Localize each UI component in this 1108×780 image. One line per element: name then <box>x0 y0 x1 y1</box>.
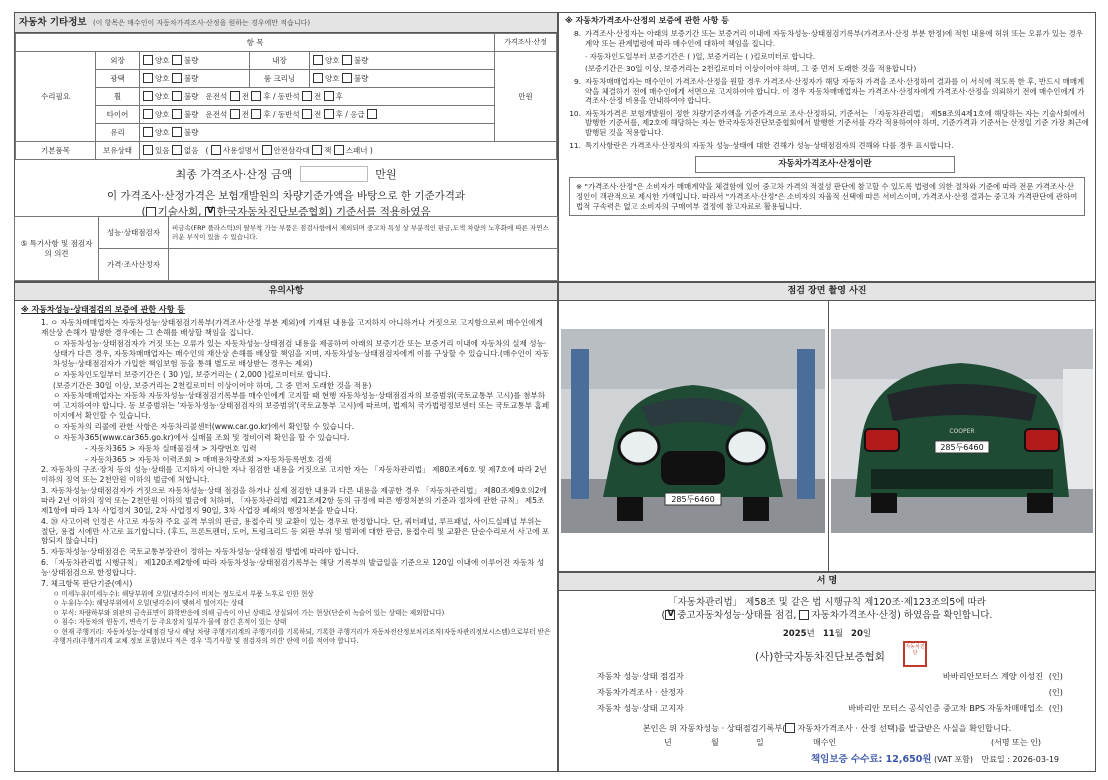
fee-label: 책임보증 수수료: 12,650원 <box>811 754 932 765</box>
opt-label: 불량 <box>353 56 369 66</box>
guarantee-item-text: (보증기간은 30일 이상, 보증거리는 2천킬로미터 이상이어야 하며, 그 중 먼저 도래한 것을 적용합니다) <box>585 64 917 74</box>
guarantee-item-number <box>565 52 585 62</box>
date-day-label: 일 <box>756 738 764 747</box>
guarantee-item-number: 8. <box>573 29 581 39</box>
row-options <box>140 52 250 70</box>
sign-line-1: 「자동차관리법」 제58조 및 같은 법 시행규칙 제120조·제123조의5에 따라 <box>668 597 986 608</box>
checkbox-inspection[interactable] <box>665 610 675 620</box>
notes-line: - 자동차365 > 자동차 이력조회 > 매매용차량조회 >자동차등록번호 검색 <box>85 454 332 464</box>
cooper-badge: COOPER <box>949 428 975 435</box>
checkbox[interactable] <box>172 55 182 65</box>
notes-line: 4. ⑳ 사고이력 인정은 사고로 자동차 주요 골격 부위의 판금, 용접수리 및 교환이 있는 경우로 한정합니다. 단, 쿼터패널, 루프패널, 사이드실패널 부위는 절단, 용접 시에만 사고로 표기합니다. (후드, 프론트펜더, 도어, 트렁크리드 등 외판 부위 및 범퍼에 대한 판금, 용접수리 및 교환은 단순수리로서 사고에 포함되지 않습니다) <box>41 516 550 546</box>
final-price-input[interactable] <box>300 166 368 182</box>
signer-name: 바바리안 모터스 공식인증 중고차 BPS 자동차매매업소 <box>848 703 1043 713</box>
basis-text: 한국자동차진단보증협회) 기준서를 적용하였음 <box>216 205 431 218</box>
notes-line: (보증기간은 30일 이상, 보증거리는 2천킬로미터 이상이어야 하며, 그 중 먼저 도래한 것을 적용) <box>53 380 372 390</box>
checkbox[interactable] <box>211 145 221 155</box>
checkbox[interactable] <box>342 73 352 83</box>
opt-label: 불량 <box>183 128 199 138</box>
final-price-label: 최종 가격조사·산정 금액 <box>175 168 293 181</box>
checkbox[interactable] <box>230 91 240 101</box>
photo-car-front <box>561 329 825 533</box>
signer-row <box>559 703 1095 719</box>
inspector-label: 성능·상태점검자 <box>99 217 169 249</box>
notes-line: 6. 「자동차관리법 시행규칙」 제120조제2항에 따라 자동차성능·상태점검기록부는 해당 기록부의 발급일을 기준으로 120일 이내에 이루어진 자동차 성능·상태점검으로 한정합니다. <box>41 558 545 578</box>
checkbox[interactable] <box>262 145 272 155</box>
checkbox[interactable] <box>172 127 182 137</box>
opt-label: 양호 <box>325 56 340 66</box>
repair-label: 수리필요 <box>16 52 96 142</box>
buyer-sign-label: (서명 또는 인) <box>991 738 1041 747</box>
signer-row <box>559 671 1095 687</box>
checkbox[interactable] <box>251 91 261 101</box>
opt-label: / 응급 <box>345 110 365 120</box>
signer-label: 자동차 성능·상태 점검자 <box>597 671 684 681</box>
opt-label: 전 <box>241 92 249 102</box>
guarantee-item-text: · 자동차인도일부터 보증기간은 ( )일, 보증거리는 ( )킬로미터로 합니다. <box>585 51 816 61</box>
guarantee-item-number: 10. <box>569 108 581 118</box>
opt-label: ( <box>205 146 209 156</box>
basis-text: 기술사회, <box>157 205 202 218</box>
checkbox[interactable] <box>172 91 182 101</box>
row-options <box>140 124 495 142</box>
checkbox[interactable] <box>342 55 352 65</box>
checkbox[interactable] <box>334 145 344 155</box>
checkbox[interactable] <box>143 55 153 65</box>
notes-line: 3. 자동차성능·상태점검자가 거짓으로 자동차성능·상태 점검을 하거나 실제 점검한 내용과 다른 내용을 제공한 경우 「자동차관리법」 제80조제9호의2에 따라 2년 이하의 징역 또는 2천만원 이하의 벌금에 처하며, 「자동차관리법 제21조제2항 등의 규정에 따른 행정처분의 기준과 절차에 관한 규칙」 제5조제1항에 따라 1차 사업정지 30일, 2차 사업정지 90일, 3차 사업장 폐쇄의 행정처분을 받습니다. <box>41 486 547 515</box>
sign-date <box>559 629 1095 640</box>
guarantee-item-text: 자동차매매업자는 매수인이 가격조사·산정을 원할 경우 가격조사·산정자가 해당 자동차 가격을 조사·산정하여 결과를 이 서식에 적도록 한 후, 반드시 매매계약을 체결하기 전에 매수인에게 서면으로 고지하여야 합니다. 이 경우 자동차매매업자는 가격조사·산정자에게 가격조사·산정을 의뢰하기 전에 매수인에게 가격조사·산정 비용을 안내하여야 합니다. <box>585 76 1085 106</box>
row-label: 룸 크리닝 <box>250 70 310 88</box>
opt-label: 양호 <box>155 128 170 138</box>
opt-label: 스패너 ) <box>345 146 373 156</box>
opt-label: 불량 <box>183 110 199 120</box>
sign-year: 2025 <box>782 628 807 639</box>
opt-label: 있음 <box>155 146 170 156</box>
notes-line: 7. 체크항목 판단기준(예시) <box>41 578 133 588</box>
hold-options <box>140 142 557 160</box>
sign-line-2 <box>559 610 1095 622</box>
row-label: 외장 <box>96 52 140 70</box>
issue-text: 본인은 위 자동차성능 · 상태점검기록부( <box>642 723 786 733</box>
expire-date: 만료일 : 2026-03-19 <box>981 755 1060 764</box>
notes-heading: ※ 자동차성능·상태점검의 보증에 관한 사항 등 <box>21 305 185 314</box>
signer-label: 자동차 성능·상태 고지자 <box>597 703 684 713</box>
signer-seal: (인) <box>1048 687 1063 697</box>
appraisal-box-text: ※ "가격조사·산정"은 소비자가 매매계약을 체결함에 있어 중고차 가격의 적절성 판단에 참고할 수 있도록 법령에 의한 절차와 기준에 따라 전문 가격조사·산정인이 객관적으로 제시한 가액입니다. 따라서 "가격조사·산정"은 소비자의 자율적 선택에 따른 서비스이며, 가격조사·산정 결과는 중고차 가격판단에 관하여 법적 구속력은 없고 소비자의 구매여부 결정에 참고자료로 활용됩니다. <box>569 177 1085 216</box>
final-price-row <box>15 160 557 182</box>
appraiser-opinion <box>169 249 558 281</box>
row-label: 타이어 <box>96 106 140 124</box>
price-guarantee-items <box>565 29 1089 150</box>
row-options <box>310 52 495 70</box>
sign-month: 11 <box>822 628 835 639</box>
buyer-label: 매수인 <box>813 738 837 747</box>
special-label: ⑤ 특기사항 및 점검자의 의견 <box>15 217 99 281</box>
checkbox[interactable] <box>143 91 153 101</box>
section-title: 자동차 기타정보 <box>19 17 87 28</box>
col-price: 가격조사·산정 <box>495 34 557 52</box>
opt-label: / 동반석 <box>272 110 300 120</box>
notes-line: ㅇ 누유(누수): 해당부위에서 오일(냉각수)이 맺혀서 떨어지는 상태 <box>53 599 244 608</box>
col-item: 항 목 <box>16 34 495 52</box>
guarantee-item-text: 가격조사·산정자는 아래의 보증기간 또는 보증거리 이내에 자동차성능·상태점검기록부(가격조사·산정 부분 한정)에 적힌 내용에 허위 또는 오류가 있는 경우 계약 또는 관계법령에 따라 매수인에 대하여 책임을 집니다. <box>585 29 1083 49</box>
checkbox-issue[interactable] <box>785 723 795 733</box>
checkbox[interactable] <box>172 109 182 119</box>
guarantee-item <box>565 52 1089 62</box>
opt-label: 후 <box>263 92 271 102</box>
guarantee-item <box>565 109 1089 138</box>
checkbox[interactable] <box>312 145 322 155</box>
row-label: 유리 <box>96 124 140 142</box>
notes-line: ㅇ 자동차성능·상태점검자가 거짓 또는 오류가 있는 자동차성능·상태점검 내용을 제공하여 아래의 보증기간 또는 보증거리 이내에 자동차의 실제 성능·상태가 다른 경우, 자동차매매업자는 매수인의 재산상 손해를 배상할 책임을 지며, 자동차성능·상태점검자에게 이를 구상할 수 있습니다.(매수인이 자동차성능·상태점검자가 가입한 책임보험 등을 통해 별도로 배상받는 경우는 제외) <box>53 339 550 368</box>
row-label: 휠 <box>96 88 140 106</box>
price-guarantee-heading: ※ 자동차가격조사·산정의 보증에 관한 사항 등 <box>565 16 729 25</box>
row-label: 내장 <box>250 52 310 70</box>
signer-label: 자동차가격조사 · 산정자 <box>597 687 684 697</box>
signature-header: 서 명 <box>559 573 1095 591</box>
notes-line: 2. 자동차의 구조·장치 등의 성능·상태를 고지하지 아니한 자나 점검한 내용을 거짓으로 고지한 자는 「자동차관리법」 제80조제6호 및 제7호에 따라 2년 이하의 징역 또는 2천만원 이하의 벌금에 처합니다. <box>41 465 547 485</box>
guarantee-item <box>565 29 1089 48</box>
notes-list <box>21 318 551 645</box>
guarantee-item <box>565 141 1089 151</box>
notes-line: ㅇ 침수: 자동차의 원동기, 변속기 등 주요장치 일부가 물에 잠긴 흔적이 있는 상태 <box>53 618 287 627</box>
opt-label: 잭 <box>324 146 332 156</box>
checkbox[interactable] <box>324 91 334 101</box>
opt-label: 불량 <box>183 74 199 84</box>
guarantee-item-number <box>565 64 585 74</box>
price-guarantee-section <box>558 12 1096 282</box>
org-seal: 자동차진단 <box>903 641 927 667</box>
guarantee-item <box>565 64 1089 74</box>
fee-row <box>811 754 1059 766</box>
opt-label: 운전석 <box>205 110 228 120</box>
opt-label: 전 <box>314 92 322 102</box>
date-year-label: 년 <box>664 738 672 747</box>
guarantee-item-text: 특기사항란은 가격조사·산정자의 자동차 성능·상태에 대한 견해가 성능·상태점검자의 견해와 다를 경우 표시합니다. <box>585 140 954 150</box>
date-unit: 일 <box>862 628 872 639</box>
signer-seal: (인) <box>1048 671 1063 681</box>
basic-label: 기본품목 <box>16 142 96 160</box>
special-table <box>14 216 558 281</box>
sign-org: (사)한국자동차진단보증협회 <box>755 651 885 663</box>
opt-label: 사용설명서 <box>222 146 260 156</box>
section-header <box>15 13 557 33</box>
opt-label: 양호 <box>325 74 340 84</box>
fee-vat: (VAT 포함) <box>934 755 973 764</box>
guarantee-item-text: 자동차가격은 보험개발원이 정한 차량기준가액을 기준가격으로 조사·산정하되, 기준서는 「자동차관리법」 제58조의4제1호에 해당하는 자는 기술사회에서 발행한 기준서를, 제2호에 해당하는 자는 한국자동차진단보증협회에서 발행한 기준서를 각각 적용하여야 하며, 기준가격과 기준서는 산정일 기준 가장 최근에 발행된 것을 적용합니다. <box>585 108 1089 138</box>
row-options <box>140 106 495 124</box>
final-price-unit: 만원 <box>375 168 397 181</box>
inspector-opinion: 비금속(FRP 플라스틱)의 탈부착 가능 부품은 점검사항에서 제외되며 중고차 특성 상 부분적인 판금,도색 차량의 노후화에 따른 자연스러운 부식이 있을 수 있습니다. <box>169 217 558 249</box>
row-options <box>310 70 495 88</box>
section-note: (이 항목은 매수인이 자동차가격조사·산정을 원하는 경우에만 적습니다) <box>92 19 311 27</box>
notes-line: - 자동차365 > 자동차 실매물검색 > 차량번호 입력 <box>85 443 257 453</box>
checkbox[interactable] <box>313 55 323 65</box>
hold-label: 보유상태 <box>96 142 140 160</box>
opt-label: 후 <box>335 110 343 120</box>
opt-label: 후 <box>263 110 271 120</box>
checkbox[interactable] <box>143 109 153 119</box>
opt-label: 후 <box>335 92 343 102</box>
notes-line: ㅇ 자동차365(www.car365.go.kr)에서 실매물 조회 및 정비이력 확인을 할 수 있습니다. <box>53 432 350 442</box>
checkbox[interactable] <box>143 127 153 137</box>
sign-day: 20 <box>851 628 863 639</box>
signer-row <box>559 687 1095 703</box>
photo-car-rear <box>831 329 1093 533</box>
opt-label: 운전석 <box>205 92 228 102</box>
opt-label: 전 <box>241 110 249 120</box>
notes-line: ㅇ 미세누유(미세누수): 해당부위에 오일(냉각수)이 비치는 정도로서 부품 노후로 인한 현상 <box>53 589 314 598</box>
date-month-label: 월 <box>711 738 719 747</box>
notes-header: 유의사항 <box>15 283 557 301</box>
checkbox[interactable] <box>172 145 182 155</box>
checkbox[interactable] <box>324 109 334 119</box>
checkbox[interactable] <box>143 73 153 83</box>
appraisal-box-title: 자동차가격조사·산정이란 <box>695 156 955 173</box>
opt-label: 불량 <box>353 74 369 84</box>
appraiser-label: 가격·조사산정자 <box>99 249 169 281</box>
checkbox[interactable] <box>251 109 261 119</box>
vehicle-other-info <box>14 12 558 282</box>
notes-line: 1. ㅇ 자동차매매업자는 자동차성능·상태점검기록부(가격조사·산정 부분 제외)에 기재된 내용을 고지하지 아니하거나 거짓으로 고지함으로써 매수인에게 재산상 손해가 발생한 경우에는 그 손해를 배상할 책임을 집니다. <box>41 318 543 338</box>
basis-line-1: 이 가격조사·산정가격은 보험개발원의 차량기준가액을 바탕으로 한 기준가격과 <box>106 190 466 203</box>
checkbox[interactable] <box>367 109 377 119</box>
opt-label: 불량 <box>183 56 199 66</box>
checkbox[interactable] <box>302 109 312 119</box>
checkbox[interactable] <box>143 145 153 155</box>
notes-line: ㅇ 자동차인도일부터 보증기간은 ( 30 )일, 보증거리는 ( 2,000 )킬로미터로 합니다. <box>53 369 331 379</box>
opt-label: 없음 <box>183 146 199 156</box>
signer-rows <box>559 671 1095 719</box>
row-label: 광택 <box>96 70 140 88</box>
guarantee-item-number: 9. <box>573 76 581 86</box>
price-won: 만원 <box>495 52 557 142</box>
guarantee-item-number: 11. <box>569 140 581 150</box>
signature-section <box>558 572 1096 772</box>
plate-front: 285두6460 <box>671 495 715 504</box>
row-options <box>140 88 495 106</box>
photo-divider <box>828 301 829 572</box>
notes-line: 5. 자동차성능·상태점검은 국토교통부장관이 정하는 자동차성능·상태점검 방법에 따라야 합니다. <box>41 547 359 557</box>
photo-section <box>558 282 1096 572</box>
opt-label: / 동반석 <box>272 92 300 102</box>
photo-header: 점검 장면 촬영 사진 <box>559 283 1095 301</box>
signer-seal: (인) <box>1048 703 1063 713</box>
issue-text: 자동차가격조사 · 산정 선택)를 발급받은 사실을 확인합니다. <box>797 723 1012 733</box>
opt-label: 양호 <box>155 56 170 66</box>
notes-section <box>14 282 558 772</box>
opt-label: 양호 <box>155 110 170 120</box>
notes-line: ㅇ 현재 주행거리: 자동차성능·상태점검 당시 해당 차량 주행거리계의 주행거리를 기록하되, 기록한 주행거리가 자동차전산정보처리조직(자동차관리정보시스템)으로부터 받은 주행거리(주행거리계 교체 정보 포함)보다 적은 경우 '특기사항 및 점검자의 의견' 란에 이를 적어야 합니다. <box>53 627 551 645</box>
opt-label: 전 <box>314 110 322 120</box>
opt-label: 불량 <box>183 92 199 102</box>
notes-line: ㅇ 자동차매매업자는 자동차 자동차성능·상태점검기록부를 매수인에게 고지할 때 현행 자동차성능·상태점검자의 보증범위(국토교통부 고시)를 첨부하여 고지하여야 합니다. 동 보증범위는 '자동차성능·상태점검자의 보증범위'(국토교통부 고시)에 따르며, 법제처 국가법령정보센터 또는 국토교통부 홈페이지에서 확인할 수 있습니다. <box>53 391 550 421</box>
checkbox[interactable] <box>302 91 312 101</box>
checkbox[interactable] <box>230 109 240 119</box>
sign-text: ( <box>661 610 666 622</box>
opt-label: 안전삼각대 <box>273 146 310 156</box>
sign-text: 중고자동차성능·상태를 점검, <box>677 610 797 622</box>
checkbox[interactable] <box>172 73 182 83</box>
checkbox-appraisal[interactable] <box>799 610 809 620</box>
notes-line: ㅇ 부식: 차량하부와 외판의 금속표면이 화학반응에 의해 금속이 아닌 상태로 상실되어 가는 현상(단순히 녹슬어 있는 상태는 제외합니다) <box>53 608 445 617</box>
issue-confirm <box>559 723 1095 734</box>
guarantee-item <box>565 77 1089 106</box>
basis-text: ( <box>141 205 146 218</box>
checkbox[interactable] <box>313 73 323 83</box>
row-options <box>140 70 250 88</box>
plate-rear: 285두6460 <box>940 443 984 452</box>
notes-line: ㅇ 자동차의 리콜에 관한 사항은 자동차리콜센터(www.car.go.kr)에서 확인할 수 있습니다. <box>53 421 354 431</box>
date-unit: 월 <box>834 628 843 639</box>
date-unit: 년 <box>806 628 815 639</box>
opt-label: 양호 <box>155 92 170 102</box>
sign-text: 자동차가격조사·산정) 하였음을 확인합니다. <box>811 610 993 622</box>
repair-table <box>15 33 557 160</box>
opt-label: 양호 <box>155 74 170 84</box>
signer-name: 바바리안모터스 계양 이성진 <box>942 671 1043 681</box>
